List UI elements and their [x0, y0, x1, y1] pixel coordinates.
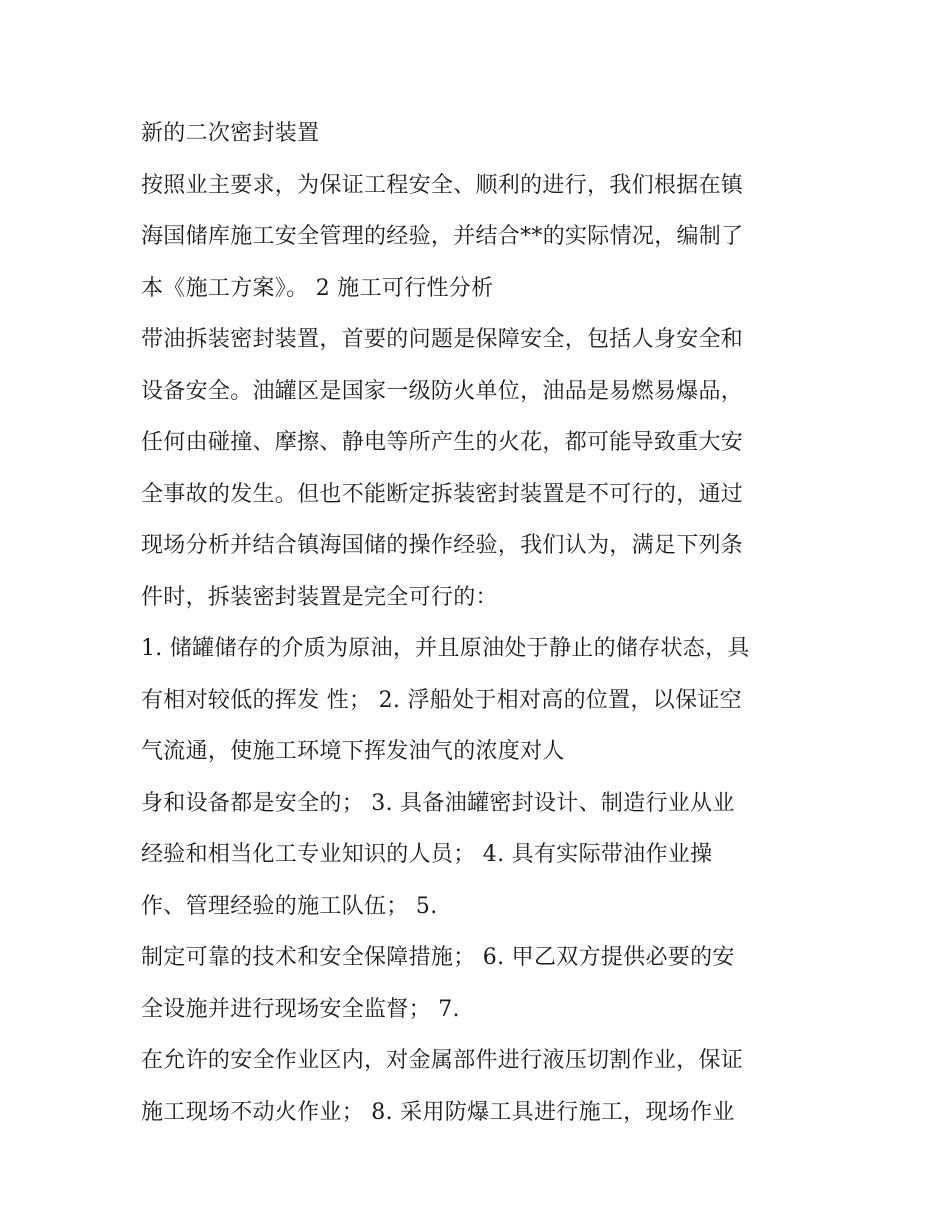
text-line: 身和设备都是安全的； 3. 具备油罐密封设计、制造行业从业 [141, 790, 735, 816]
text-line: 全事故的发生。但也不能断定拆装密封装置是不可行的，通过 [141, 481, 744, 507]
text-line: 新的二次密封装置 [141, 121, 320, 146]
text-line: 作、管理经验的施工队伍； 5. [141, 893, 438, 919]
text-line: 经验和相当化工专业知识的人员； 4. 具有实际带油作业操 [141, 842, 713, 867]
text-line: 任何由碰撞、摩擦、静电等所产生的火花，都可能导致重大安 [141, 430, 744, 455]
text-line: 按照业主要求，为保证工程安全、顺利的进行，我们根据在镇 [141, 172, 744, 198]
text-line: 制定可靠的技术和安全保障措施； 6. 甲乙双方提供必要的安 [141, 945, 735, 970]
text-line: 海国储库施工安全管理的经验，并结合**的实际情况，编制了 [141, 224, 744, 249]
text-line: 现场分析并结合镇海国储的操作经验，我们认为，满足下列条 [141, 533, 744, 558]
text-line: 带油拆装密封装置，首要的问题是保障安全，包括人身安全和 [141, 327, 744, 352]
text-line: 设备安全。油罐区是国家一级防火单位，油品是易燃易爆品， [141, 378, 744, 404]
body-text [141, 108, 841, 1138]
text-line: 在允许的安全作业区内，对金属部件进行液压切割作业，保证 [141, 1048, 744, 1073]
text-line: 有相对较低的挥发 性； 2. 浮船处于相对高的位置，以保证空 [141, 687, 742, 713]
text-line: 施工现场不动火作业； 8. 采用防爆工具进行施工，现场作业 [141, 1099, 735, 1125]
text-line: 本《施工方案》。 2 施工可行性分析 [141, 275, 494, 301]
text-line: 全设施并进行现场安全监督； 7. [141, 996, 460, 1022]
text-line: 1. 储罐储存的介质为原油，并且原油处于静止的储存状态，具 [141, 636, 750, 661]
text-line: 件时，拆装密封装置是完全可行的： [141, 584, 498, 610]
text-line: 气流通，使施工环境下挥发油气的浓度对人 [141, 739, 565, 764]
